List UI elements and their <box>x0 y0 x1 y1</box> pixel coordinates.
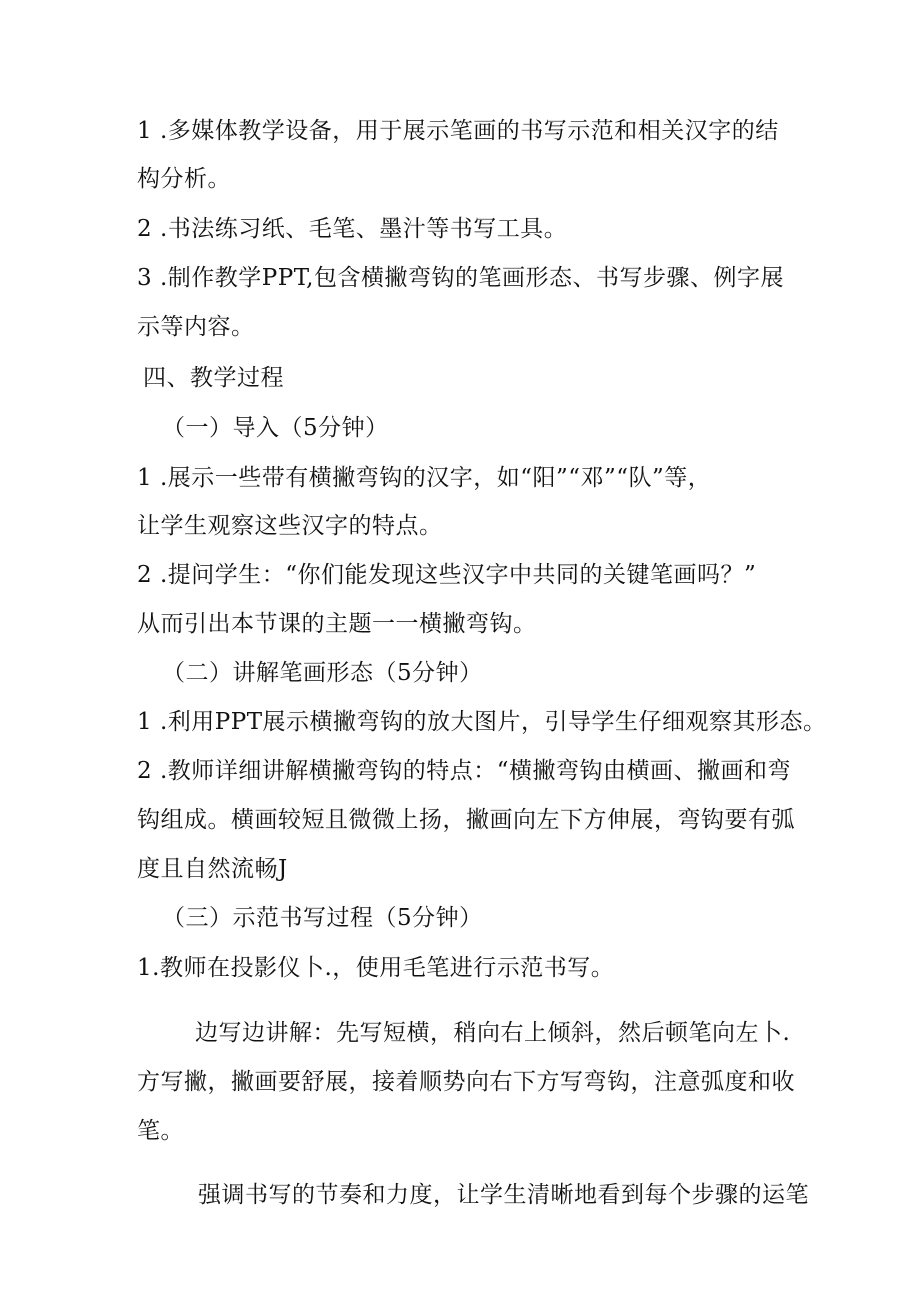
intro-item-2-line-1: 2 .提问学生：“你们能发现这些汉字中共同的关键笔画吗？” <box>137 562 757 588</box>
intro-item-2-line-2: 从而引出本节课的主题一一横撇弯钩。 <box>137 611 537 637</box>
subsection-heading-introduction: （一）导入（5分钟） <box>162 415 389 441</box>
demonstration-para-1-line-1: 边写边讲解：先写短横，稍向右上倾斜，然后顿笔向左卜. <box>195 1020 791 1046</box>
materials-item-1-line-2: 构分析。 <box>137 166 231 192</box>
stroke-form-item-2-line-2: 钩组成。横画较短且微微上扬，撇画向左下方伸展，弯钩要有弧 <box>137 807 795 833</box>
subsection-heading-stroke-form: （二）讲解笔画形态（5分钟） <box>162 660 483 686</box>
subsection-heading-demonstration: （三）示范书写过程（5分钟） <box>162 905 483 931</box>
stroke-form-item-1: 1 .利用PPT展示横撇弯钩的放大图片，引导学生仔细观察其形态。 <box>137 709 827 735</box>
demonstration-para-1-line-3: 笔。 <box>137 1118 184 1144</box>
section-heading-teaching-process: 四、教学过程 <box>143 365 284 391</box>
demonstration-item-1: 1.教师在投影仪卜.，使用毛笔进行示范书写。 <box>137 955 615 981</box>
intro-item-1-line-1: 1 .展示一些带有横撇弯钩的汉字，如“阳”“邓”“队”等， <box>137 465 712 491</box>
stroke-form-item-2-line-3: 度且自然流畅J <box>137 856 288 882</box>
demonstration-para-1-line-2: 方写撇，撇画要舒展，接着顺势向右下方写弯钩，注意弧度和收 <box>137 1069 795 1095</box>
materials-item-3-line-1: 3 .制作教学PPT,包含横撇弯钩的笔画形态、书写步骤、例字展 <box>137 265 784 291</box>
demonstration-para-2-line-1: 强调书写的节奏和力度，让学生清晰地看到每个步骤的运笔 <box>198 1182 809 1208</box>
intro-item-1-line-2: 让学生观察这些汉字的特点。 <box>137 513 443 539</box>
materials-item-2: 2 .书法练习纸、毛笔、墨汁等书写工具。 <box>137 216 568 242</box>
materials-item-1-line-1: 1 .多媒体教学设备，用于展示笔画的书写示范和相关汉字的结 <box>137 118 779 144</box>
stroke-form-item-2-line-1: 2 .教师详细讲解横撇弯钩的特点：“横撇弯钩由横画、撇画和弯 <box>137 758 792 784</box>
materials-item-3-line-2: 示等内容。 <box>137 314 255 340</box>
